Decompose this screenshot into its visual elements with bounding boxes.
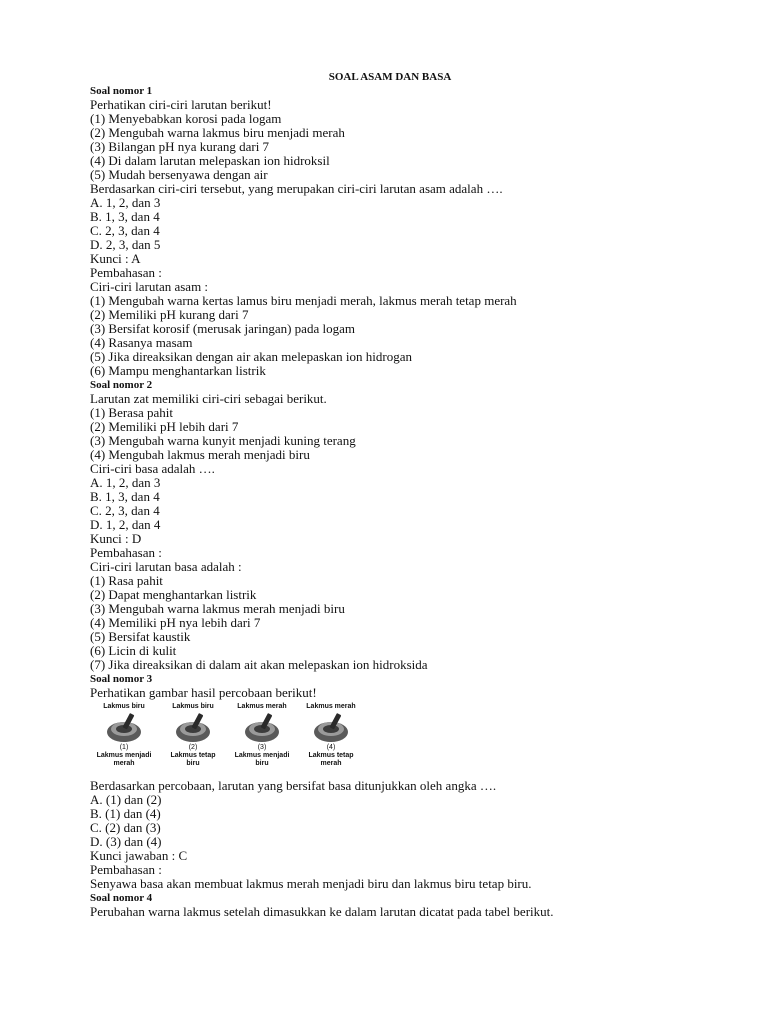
- text-line: (1) Menyebabkan korosi pada logam: [90, 111, 282, 126]
- text-line: Berdasarkan ciri-ciri tersebut, yang merupakan ciri-ciri larutan asam adalah ….: [90, 181, 503, 196]
- question-4-body: [90, 905, 690, 919]
- text-line: Ciri-ciri basa adalah ….: [90, 461, 215, 476]
- text-line: (3) Bilangan pH nya kurang dari 7: [90, 139, 270, 154]
- text-line: (1) Berasa pahit: [90, 405, 174, 420]
- text-line: (5) Bersifat kaustik: [90, 629, 191, 644]
- text-line: Ciri-ciri larutan asam :: [90, 279, 209, 294]
- experiment-2-label: Lakmus biru: [172, 703, 214, 710]
- test-dish-icon: [173, 712, 213, 744]
- experiment-4-label: Lakmus merah: [306, 703, 356, 710]
- experiment-2-result: Lakmus tetap: [170, 752, 216, 759]
- text-line: Senyawa basa akan membuat lakmus merah menjadi biru dan lakmus biru tetap biru.: [90, 876, 532, 891]
- question-3-intro: Perhatikan gambar hasil percobaan berikut!: [90, 685, 317, 700]
- text-line: (3) Bersifat korosif (merusak jaringan) pada logam: [90, 321, 355, 336]
- text-line: D. 2, 3, dan 5: [90, 237, 161, 252]
- experiment-3-number: (3): [257, 744, 267, 751]
- litmus-experiment-figure: [90, 702, 365, 777]
- experiment-2: [159, 702, 227, 768]
- text-line: (6) Licin di kulit: [90, 643, 177, 658]
- text-line: C. (2) dan (3): [90, 820, 161, 835]
- question-4: [90, 891, 690, 919]
- experiment-3: [228, 702, 296, 768]
- text-line: B. 1, 3, dan 4: [90, 209, 160, 224]
- experiment-4: [297, 702, 365, 768]
- text-line: A. (1) dan (2): [90, 792, 162, 807]
- test-dish-icon: [311, 712, 351, 744]
- experiment-2-result-color: biru: [186, 760, 200, 767]
- question-2-body: [90, 392, 690, 672]
- text-line: (6) Mampu menghantarkan listrik: [90, 363, 266, 378]
- text-line: (4) Memiliki pH nya lebih dari 7: [90, 615, 261, 630]
- question-3: [90, 672, 690, 891]
- text-line: (3) Mengubah warna kunyit menjadi kuning terang: [90, 433, 356, 448]
- text-line: (2) Dapat menghantarkan listrik: [90, 587, 257, 602]
- text-line: (2) Mengubah warna lakmus biru menjadi merah: [90, 125, 345, 140]
- text-line: D. 1, 2, dan 4: [90, 517, 161, 532]
- text-line: Berdasarkan percobaan, larutan yang bersifat basa ditunjukkan oleh angka ….: [90, 778, 497, 793]
- question-3-body: [90, 779, 690, 891]
- text-line: A. 1, 2, dan 3: [90, 475, 161, 490]
- text-line: Ciri-ciri larutan basa adalah :: [90, 559, 242, 574]
- text-line: B. 1, 3, dan 4: [90, 489, 160, 504]
- text-line: Pembahasan :: [90, 265, 162, 280]
- question-4-heading: Soal nomor 4: [90, 892, 153, 904]
- test-dish-icon: [104, 712, 144, 744]
- text-line: (5) Mudah bersenyawa dengan air: [90, 167, 268, 182]
- experiment-1-result: Lakmus menjadi: [96, 752, 152, 759]
- experiment-4-number: (4): [326, 744, 336, 751]
- text-line: (2) Memiliki pH kurang dari 7: [90, 307, 249, 322]
- text-line: A. 1, 2, dan 3: [90, 195, 161, 210]
- experiment-1-label: Lakmus biru: [103, 703, 145, 710]
- text-line: Kunci : D: [90, 531, 142, 546]
- text-line: (2) Memiliki pH lebih dari 7: [90, 419, 239, 434]
- test-dish-icon: [242, 712, 282, 744]
- text-line: Pembahasan :: [90, 862, 162, 877]
- text-line: (7) Jika direaksikan di dalam ait akan melepaskan ion hidroksida: [90, 657, 428, 672]
- text-line: (1) Rasa pahit: [90, 573, 163, 588]
- text-line: Kunci : A: [90, 251, 141, 266]
- text-line: Perhatikan ciri-ciri larutan berikut!: [90, 97, 272, 112]
- text-line: Kunci jawaban : C: [90, 848, 188, 863]
- question-3-heading: Soal nomor 3: [90, 673, 153, 685]
- text-line: B. (1) dan (4): [90, 806, 161, 821]
- text-line: Larutan zat memiliki ciri-ciri sebagai berikut.: [90, 391, 327, 406]
- question-1: [90, 84, 690, 378]
- experiment-1-number: (1): [119, 744, 129, 751]
- text-line: D. (3) dan (4): [90, 834, 162, 849]
- question-1-body: [90, 98, 690, 378]
- question-2: [90, 378, 690, 672]
- text-line: Pembahasan :: [90, 545, 162, 560]
- experiment-3-result-color: biru: [255, 760, 269, 767]
- text-line: (5) Jika direaksikan dengan air akan melepaskan ion hidrogan: [90, 349, 412, 364]
- text-line: (4) Rasanya masam: [90, 335, 193, 350]
- text-line: (3) Mengubah warna lakmus merah menjadi biru: [90, 601, 345, 616]
- text-line: (4) Di dalam larutan melepaskan ion hidroksil: [90, 153, 330, 168]
- experiment-1: [90, 702, 158, 768]
- question-2-heading: Soal nomor 2: [90, 379, 153, 391]
- experiment-3-result: Lakmus menjadi: [234, 752, 290, 759]
- experiment-2-number: (2): [188, 744, 198, 751]
- experiment-4-result-color: merah: [320, 760, 342, 767]
- text-line: C. 2, 3, dan 4: [90, 503, 160, 518]
- experiment-1-result-color: merah: [113, 760, 135, 767]
- experiment-4-result: Lakmus tetap: [308, 752, 354, 759]
- text-line: (4) Mengubah lakmus merah menjadi biru: [90, 447, 310, 462]
- document-page: [90, 70, 690, 919]
- document-title: SOAL ASAM DAN BASA: [328, 71, 452, 83]
- text-line: Perubahan warna lakmus setelah dimasukkan ke dalam larutan dicatat pada tabel berikut.: [90, 904, 554, 919]
- text-line: C. 2, 3, dan 4: [90, 223, 160, 238]
- experiment-3-label: Lakmus merah: [237, 703, 287, 710]
- question-1-heading: Soal nomor 1: [90, 85, 153, 97]
- text-line: (1) Mengubah warna kertas lamus biru menjadi merah, lakmus merah tetap merah: [90, 293, 517, 308]
